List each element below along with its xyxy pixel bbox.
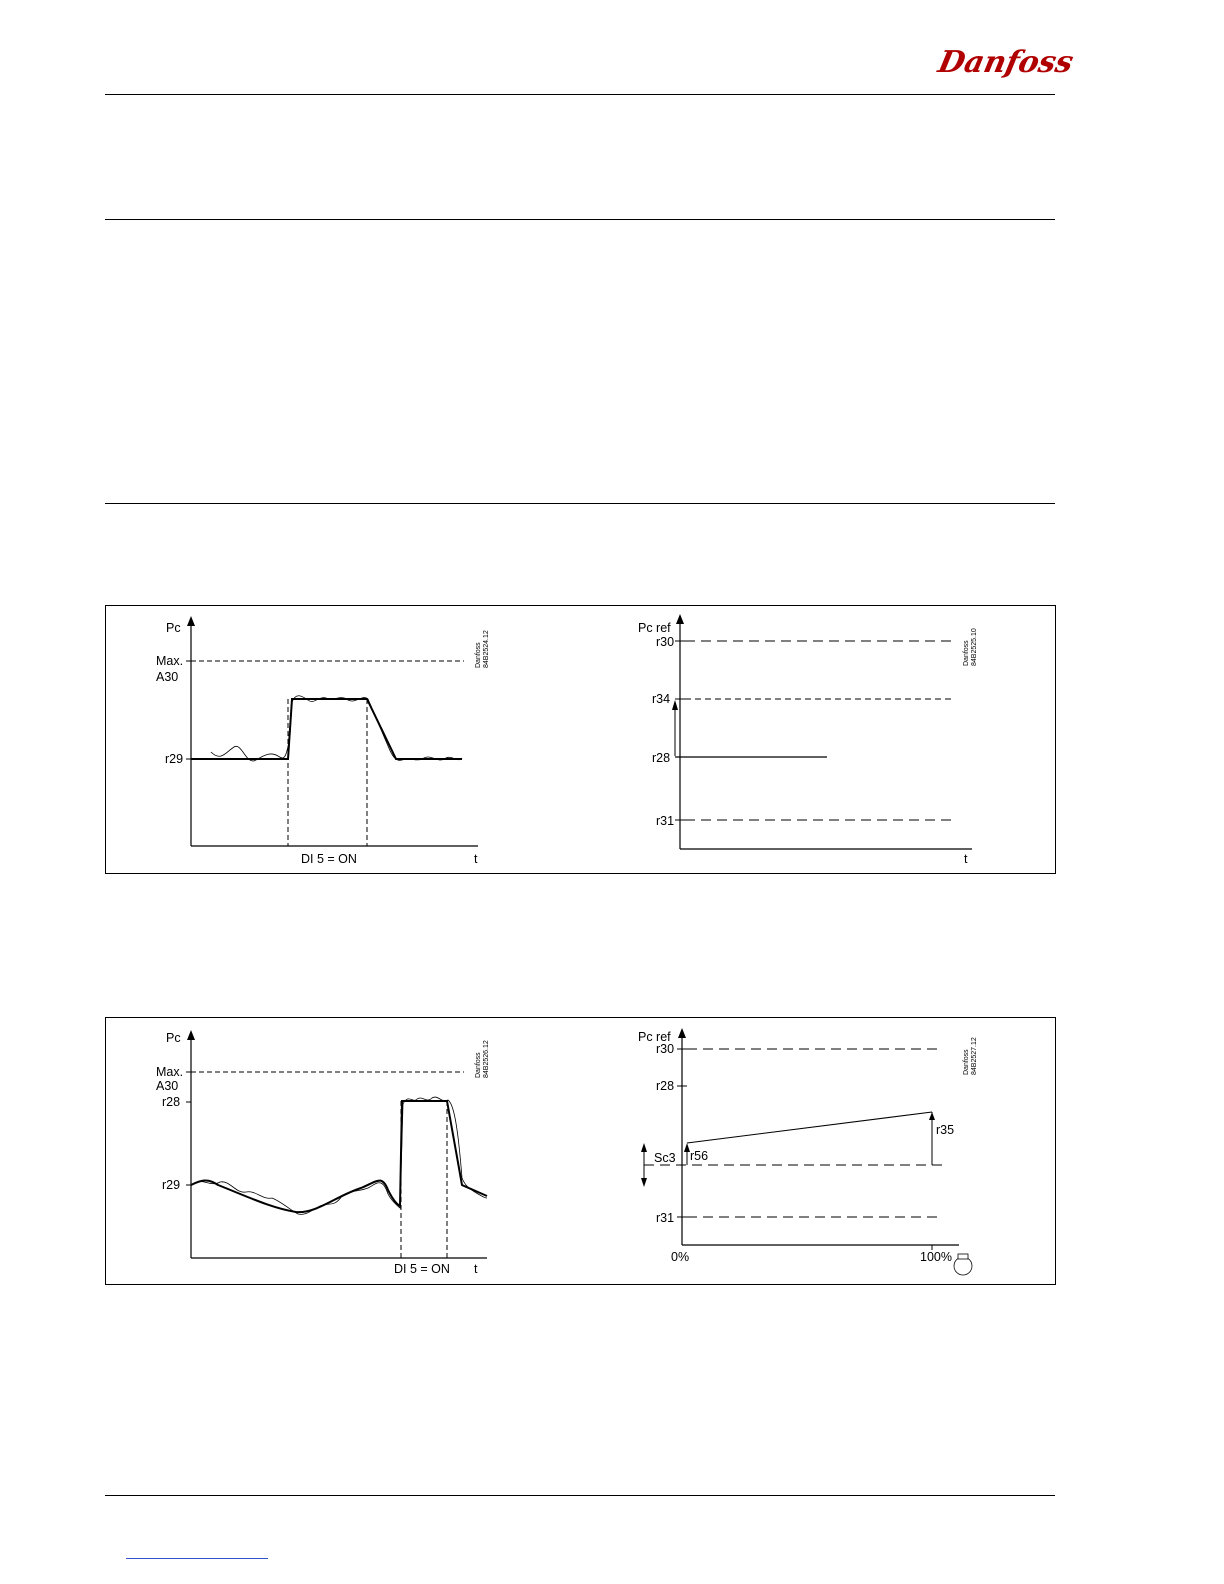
di5-on-label: DI 5 = ON: [394, 1262, 450, 1276]
logo-wordmark: Danfoss: [935, 45, 1077, 80]
sc3-label: Sc3: [654, 1151, 676, 1165]
r29-label: r29: [165, 752, 184, 766]
r28-label: r28: [162, 1095, 181, 1109]
figure-code: Danfoss: [475, 642, 482, 668]
r31-label: r31: [656, 814, 675, 828]
r31-label: r31: [656, 1211, 675, 1225]
offset-arrow-icon: [672, 700, 678, 710]
di5-on-label: DI 5 = ON: [301, 852, 357, 866]
r30-label: r30: [656, 635, 675, 649]
reference-ramp-line: [687, 1112, 932, 1143]
y-axis-label: Pc: [166, 1031, 181, 1045]
fig2-right-diagram: [638, 1028, 978, 1275]
a30-label: A30: [156, 670, 179, 684]
measured-curve: [211, 696, 462, 761]
sc3-up-arrow-icon: [641, 1143, 647, 1152]
r35-arrow-icon: [929, 1112, 935, 1120]
figure-2-graphics: [106, 1018, 1055, 1284]
danfoss-logo: [935, 38, 1077, 86]
fig2-left-diagram: [156, 1030, 490, 1276]
r34-label: r34: [652, 692, 671, 706]
y-axis-arrow-icon: [678, 1028, 686, 1038]
sc3-down-arrow-icon: [641, 1178, 647, 1187]
r35-label: r35: [936, 1123, 955, 1137]
r28-label: r28: [652, 751, 671, 765]
fig1-right-diagram: [638, 614, 978, 866]
reference-curve: [191, 1101, 487, 1212]
figure-code-number: 84B2524.12: [483, 630, 490, 668]
r30-label: r30: [656, 1042, 675, 1056]
figure-1: [105, 605, 1056, 874]
x-axis-label: t: [474, 852, 478, 866]
x-end-label: 100%: [920, 1250, 952, 1264]
figure-code: Danfoss: [475, 1052, 482, 1078]
y-axis-arrow-icon: [187, 616, 195, 626]
figure-code-number: 84B2525.10: [971, 628, 978, 666]
section-rule-1: [105, 219, 1055, 220]
r56-label: r56: [690, 1149, 709, 1163]
x-start-label: 0%: [671, 1250, 690, 1264]
figure-1-graphics: [106, 606, 1055, 873]
y-axis-label: Pc: [166, 621, 181, 635]
section-rule-2: [105, 503, 1055, 504]
header-rule: [105, 94, 1055, 95]
max-label: Max.: [156, 654, 184, 668]
y-axis-arrow-icon: [676, 614, 684, 624]
max-label: Max.: [156, 1065, 184, 1079]
fig1-left-diagram: [156, 616, 490, 866]
footer-rule: [105, 1495, 1055, 1496]
y-axis-label: Pc ref: [638, 1030, 671, 1044]
a30-label: A30: [156, 1079, 179, 1093]
r29-label: r29: [162, 1178, 181, 1192]
footer-link-underline[interactable]: [126, 1558, 268, 1559]
figure-code: Danfoss: [963, 1049, 970, 1075]
figure-code: Danfoss: [963, 640, 970, 666]
figure-2: [105, 1017, 1056, 1285]
r28-label: r28: [656, 1079, 675, 1093]
y-axis-arrow-icon: [187, 1030, 195, 1040]
x-axis-label: t: [474, 1262, 478, 1276]
figure-code-number: 84B2526.12: [483, 1040, 490, 1078]
reference-curve: [191, 699, 462, 759]
figure-code-number: 84B2527.12: [971, 1037, 978, 1075]
y-axis-label: Pc ref: [638, 621, 671, 635]
x-axis-label: t: [964, 852, 968, 866]
compressor-icon: [954, 1254, 972, 1275]
